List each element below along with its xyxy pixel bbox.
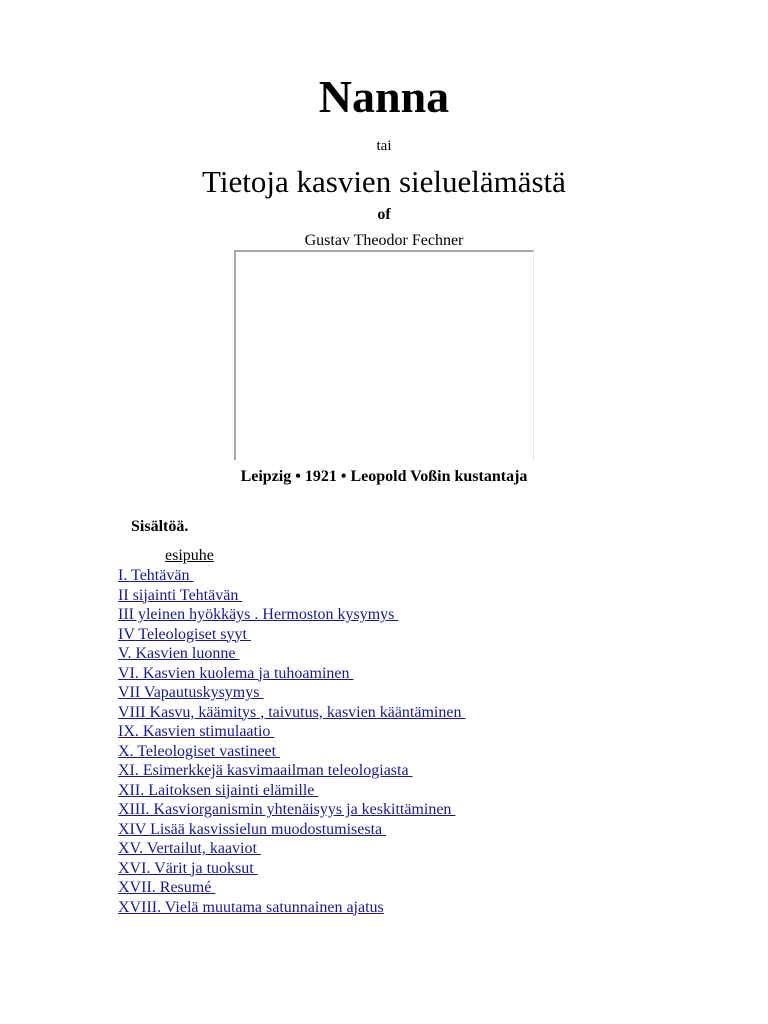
list-item bbox=[118, 566, 465, 586]
author-name: Gustav Theodor Fechner bbox=[304, 232, 464, 249]
toc-link-chapter-2[interactable]: II sijainti Tehtävän bbox=[118, 586, 243, 604]
toc-link-chapter-15[interactable]: XV. Vertailut, kaaviot bbox=[118, 840, 261, 857]
toc-link-chapter-18[interactable]: XVIII. Vielä muutama satunnainen ajatus bbox=[118, 898, 384, 916]
toc-link-chapter-8[interactable]: VIII Kasvu, käämitys , taivutus, kasvien kääntäminen bbox=[118, 703, 466, 721]
publication-imprint: Leipzig • 1921 • Leopold Voßin kustantaja bbox=[240, 468, 528, 485]
toc-link-chapter-16[interactable]: XVI. Värit ja tuoksut bbox=[118, 859, 258, 877]
title-conjunction: tai bbox=[376, 138, 392, 154]
list-item bbox=[118, 839, 465, 859]
toc-link-chapter-14[interactable]: XIV Lisää kasvissielun muodostumisesta bbox=[118, 820, 387, 838]
list-item bbox=[118, 820, 465, 840]
list-item bbox=[118, 644, 465, 664]
toc-link-chapter-5[interactable]: V. Kasvien luonne bbox=[118, 645, 240, 662]
toc-link-chapter-1[interactable]: I. Tehtävän bbox=[118, 567, 194, 584]
toc-link-chapter-4[interactable]: IV Teleologiset syyt bbox=[118, 625, 251, 643]
toc-link-preface[interactable]: esipuhe bbox=[165, 547, 214, 564]
toc-link-chapter-11[interactable]: XI. Esimerkkejä kasvimaailman teleologiasta bbox=[118, 762, 413, 779]
list-item bbox=[118, 898, 465, 918]
toc-link-chapter-6[interactable]: VI. Kasvien kuolema ja tuhoaminen bbox=[118, 664, 354, 682]
list-item bbox=[118, 722, 465, 742]
toc-heading: Sisältöä. bbox=[131, 518, 189, 535]
list-item bbox=[118, 664, 465, 684]
toc-link-chapter-7[interactable]: VII Vapautuskysymys bbox=[118, 684, 264, 701]
list-item bbox=[118, 878, 465, 898]
book-subtitle: Tietoja kasvien sieluelämästä bbox=[202, 164, 566, 199]
toc-link-chapter-13[interactable]: XIII. Kasviorganismin yhtenäisyys ja keskittäminen bbox=[118, 801, 456, 818]
book-title: Nanna bbox=[318, 71, 450, 122]
toc-link-chapter-10[interactable]: X. Teleologiset vastineet bbox=[118, 742, 281, 760]
list-item bbox=[118, 859, 465, 879]
list-item bbox=[118, 781, 465, 801]
list-item bbox=[118, 586, 465, 606]
list-item bbox=[118, 742, 465, 762]
toc-link-chapter-17[interactable]: XVII. Resumé bbox=[118, 879, 216, 896]
author-prefix: of bbox=[377, 206, 391, 223]
toc-link-chapter-9[interactable]: IX. Kasvien stimulaatio bbox=[118, 723, 275, 740]
list-item bbox=[118, 800, 465, 820]
cover-image-placeholder bbox=[234, 250, 534, 460]
list-item bbox=[118, 625, 465, 645]
list-item bbox=[118, 761, 465, 781]
toc-chapter-list bbox=[118, 566, 465, 917]
toc-link-chapter-12[interactable]: XII. Laitoksen sijainti elämille bbox=[118, 781, 319, 799]
list-item bbox=[118, 683, 465, 703]
toc-link-chapter-3[interactable]: III yleinen hyökkäys . Hermoston kysymys bbox=[118, 606, 399, 623]
list-item bbox=[118, 703, 465, 723]
list-item bbox=[118, 605, 465, 625]
